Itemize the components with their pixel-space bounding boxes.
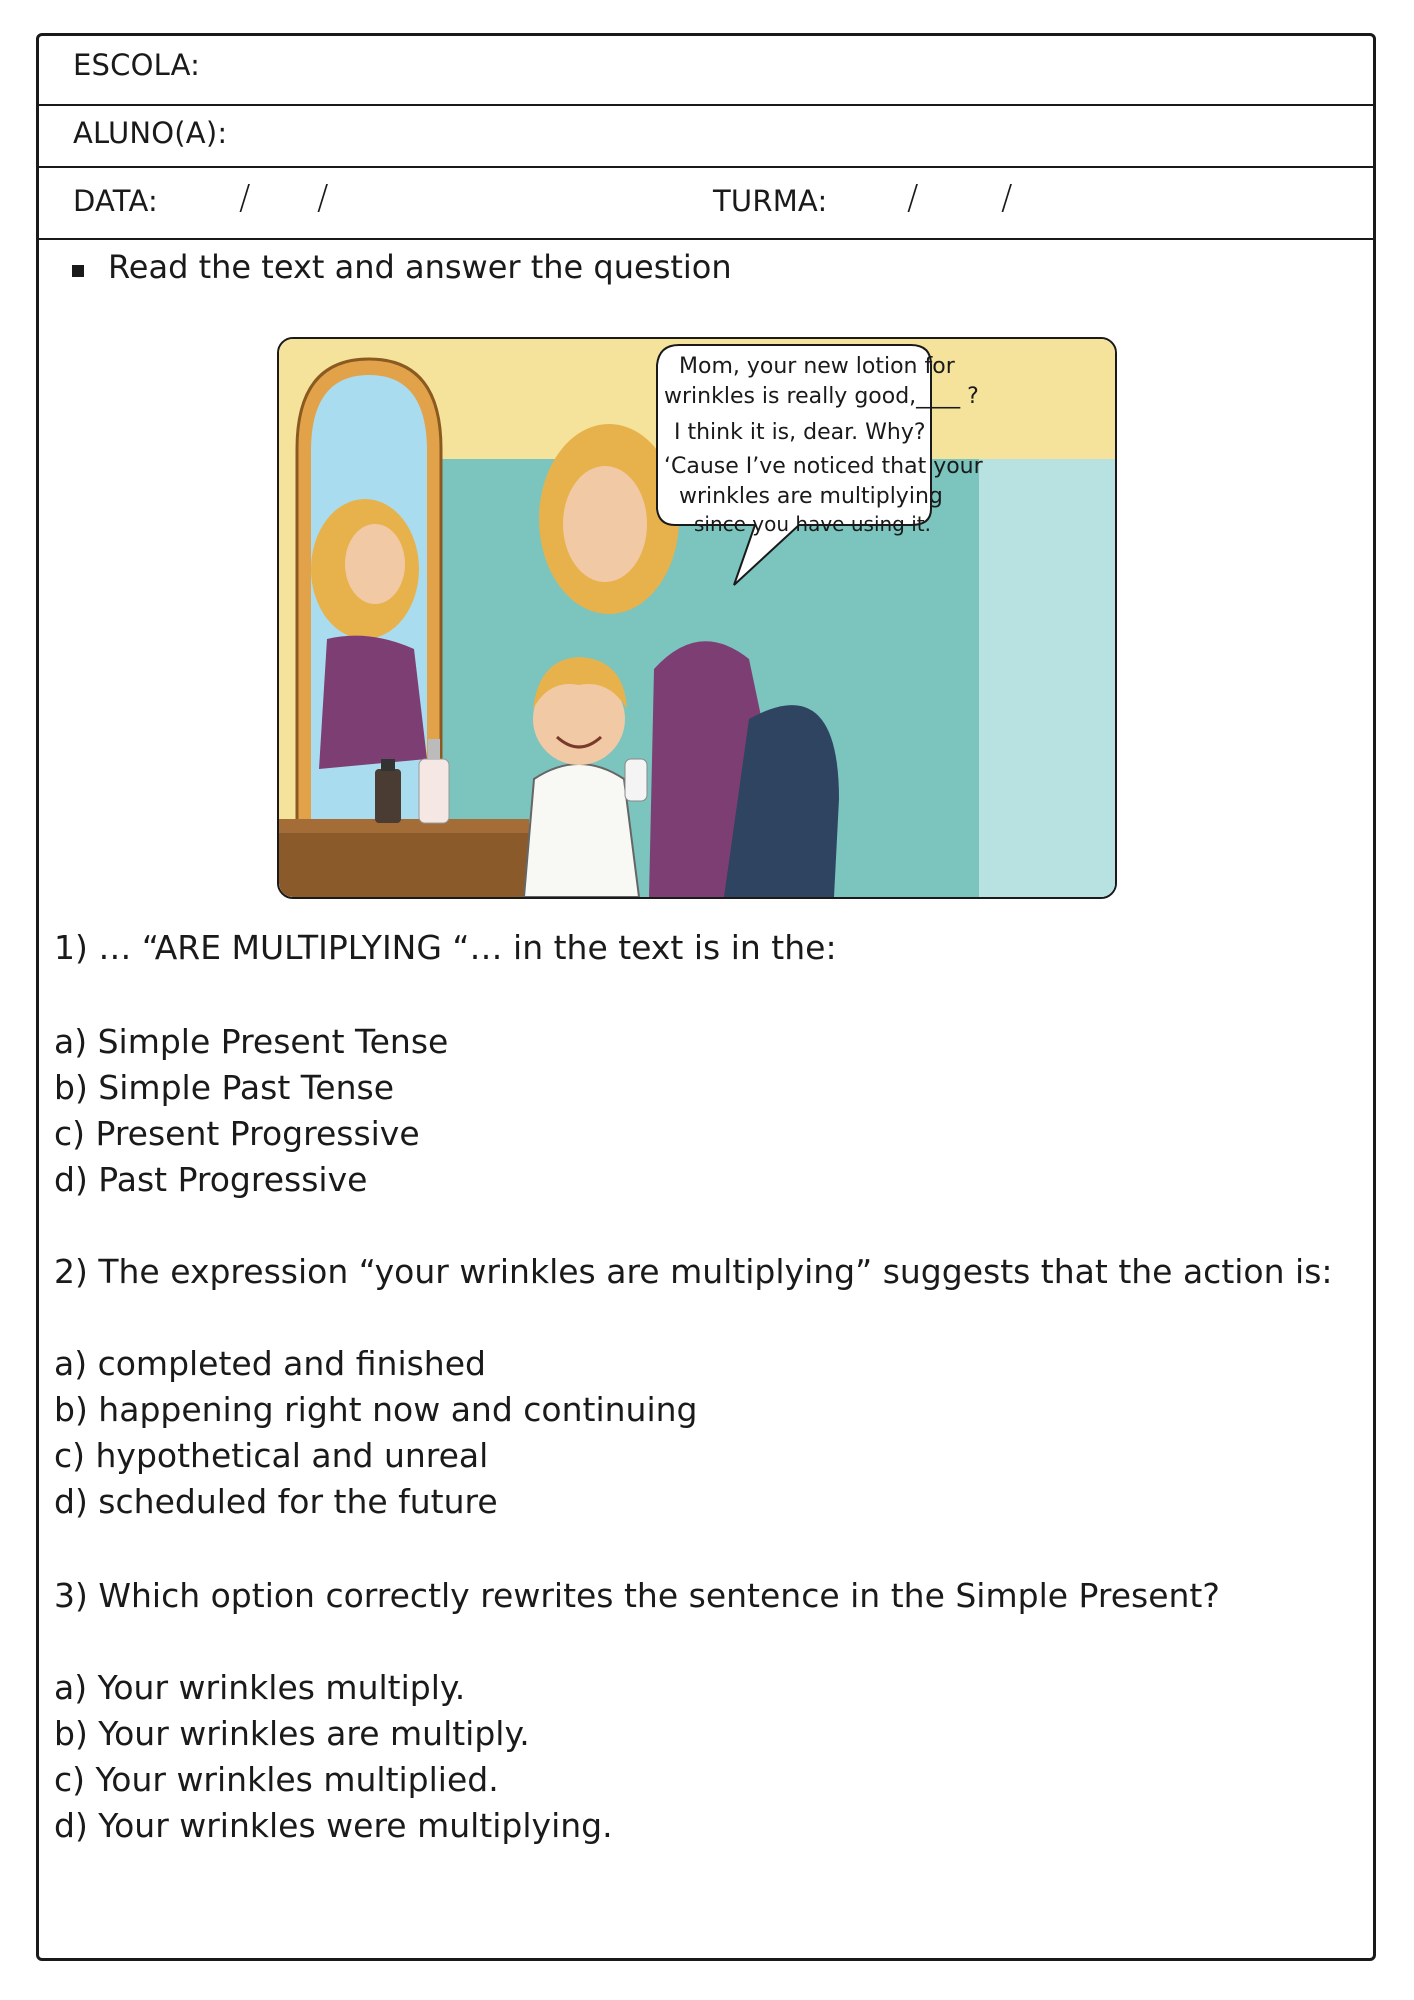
date-slash-2: / xyxy=(317,178,329,218)
child-shirt xyxy=(524,764,639,897)
comic-svg xyxy=(279,339,1115,897)
escola-row xyxy=(39,36,1373,106)
comic-illustration xyxy=(277,337,1117,899)
bubble-line-4: ‘Cause I’ve noticed that your xyxy=(664,454,983,479)
reflection-face xyxy=(345,524,405,604)
turma-label: TURMA: xyxy=(713,184,828,218)
data-label: DATA: xyxy=(73,184,158,218)
q2-option-c[interactable]: c) hypothetical and unreal xyxy=(54,1436,489,1475)
bubble-line-6: since you have using it. xyxy=(694,512,931,536)
q3-option-a[interactable]: a) Your wrinkles multiply. xyxy=(54,1668,466,1707)
pump-bottle xyxy=(419,759,449,823)
escola-label: ESCOLA: xyxy=(73,48,201,82)
q3-option-d[interactable]: d) Your wrinkles were multiplying. xyxy=(54,1806,613,1845)
bubble-line-2: wrinkles is really good,____ ? xyxy=(664,384,979,409)
bubble-line-1: Mom, your new lotion for xyxy=(679,354,955,379)
instruction xyxy=(72,248,732,286)
q2-option-a[interactable]: a) completed and finished xyxy=(54,1344,486,1383)
question-3: 3) Which option correctly rewrites the sentence in the Simple Present? xyxy=(54,1576,1220,1615)
aluno-row xyxy=(39,106,1373,168)
date-slash-1: / xyxy=(239,178,251,218)
lotion-bottle xyxy=(625,759,647,801)
turma-slash-2: / xyxy=(1001,178,1013,218)
q2-option-b[interactable]: b) happening right now and continuing xyxy=(54,1390,698,1429)
instruction-text: Read the text and answer the question xyxy=(108,248,732,286)
q1-option-d[interactable]: d) Past Progressive xyxy=(54,1160,368,1199)
bubble-line-3: I think it is, dear. Why? xyxy=(674,420,926,445)
aluno-label: ALUNO(A): xyxy=(73,116,228,150)
bubble-line-5: wrinkles are multiplying xyxy=(679,484,943,509)
q3-option-c[interactable]: c) Your wrinkles multiplied. xyxy=(54,1760,499,1799)
mother-face xyxy=(563,466,647,582)
bullet-icon xyxy=(72,265,84,277)
q1-option-b[interactable]: b) Simple Past Tense xyxy=(54,1068,395,1107)
question-2: 2) The expression “your wrinkles are multiplying” suggests that the action is: xyxy=(54,1252,1333,1291)
q3-option-b[interactable]: b) Your wrinkles are multiply. xyxy=(54,1714,530,1753)
dark-bottle xyxy=(375,769,401,823)
q2-option-d[interactable]: d) scheduled for the future xyxy=(54,1482,498,1521)
question-1: 1) … “ARE MULTIPLYING “… in the text is in the: xyxy=(54,928,837,967)
date-row xyxy=(39,168,1373,240)
reflection-shirt xyxy=(319,636,427,769)
turma-slash-1: / xyxy=(907,178,919,218)
counter xyxy=(279,829,529,897)
q1-option-a[interactable]: a) Simple Present Tense xyxy=(54,1022,449,1061)
wall-light-panel xyxy=(979,459,1115,897)
q1-option-c[interactable]: c) Present Progressive xyxy=(54,1114,420,1153)
